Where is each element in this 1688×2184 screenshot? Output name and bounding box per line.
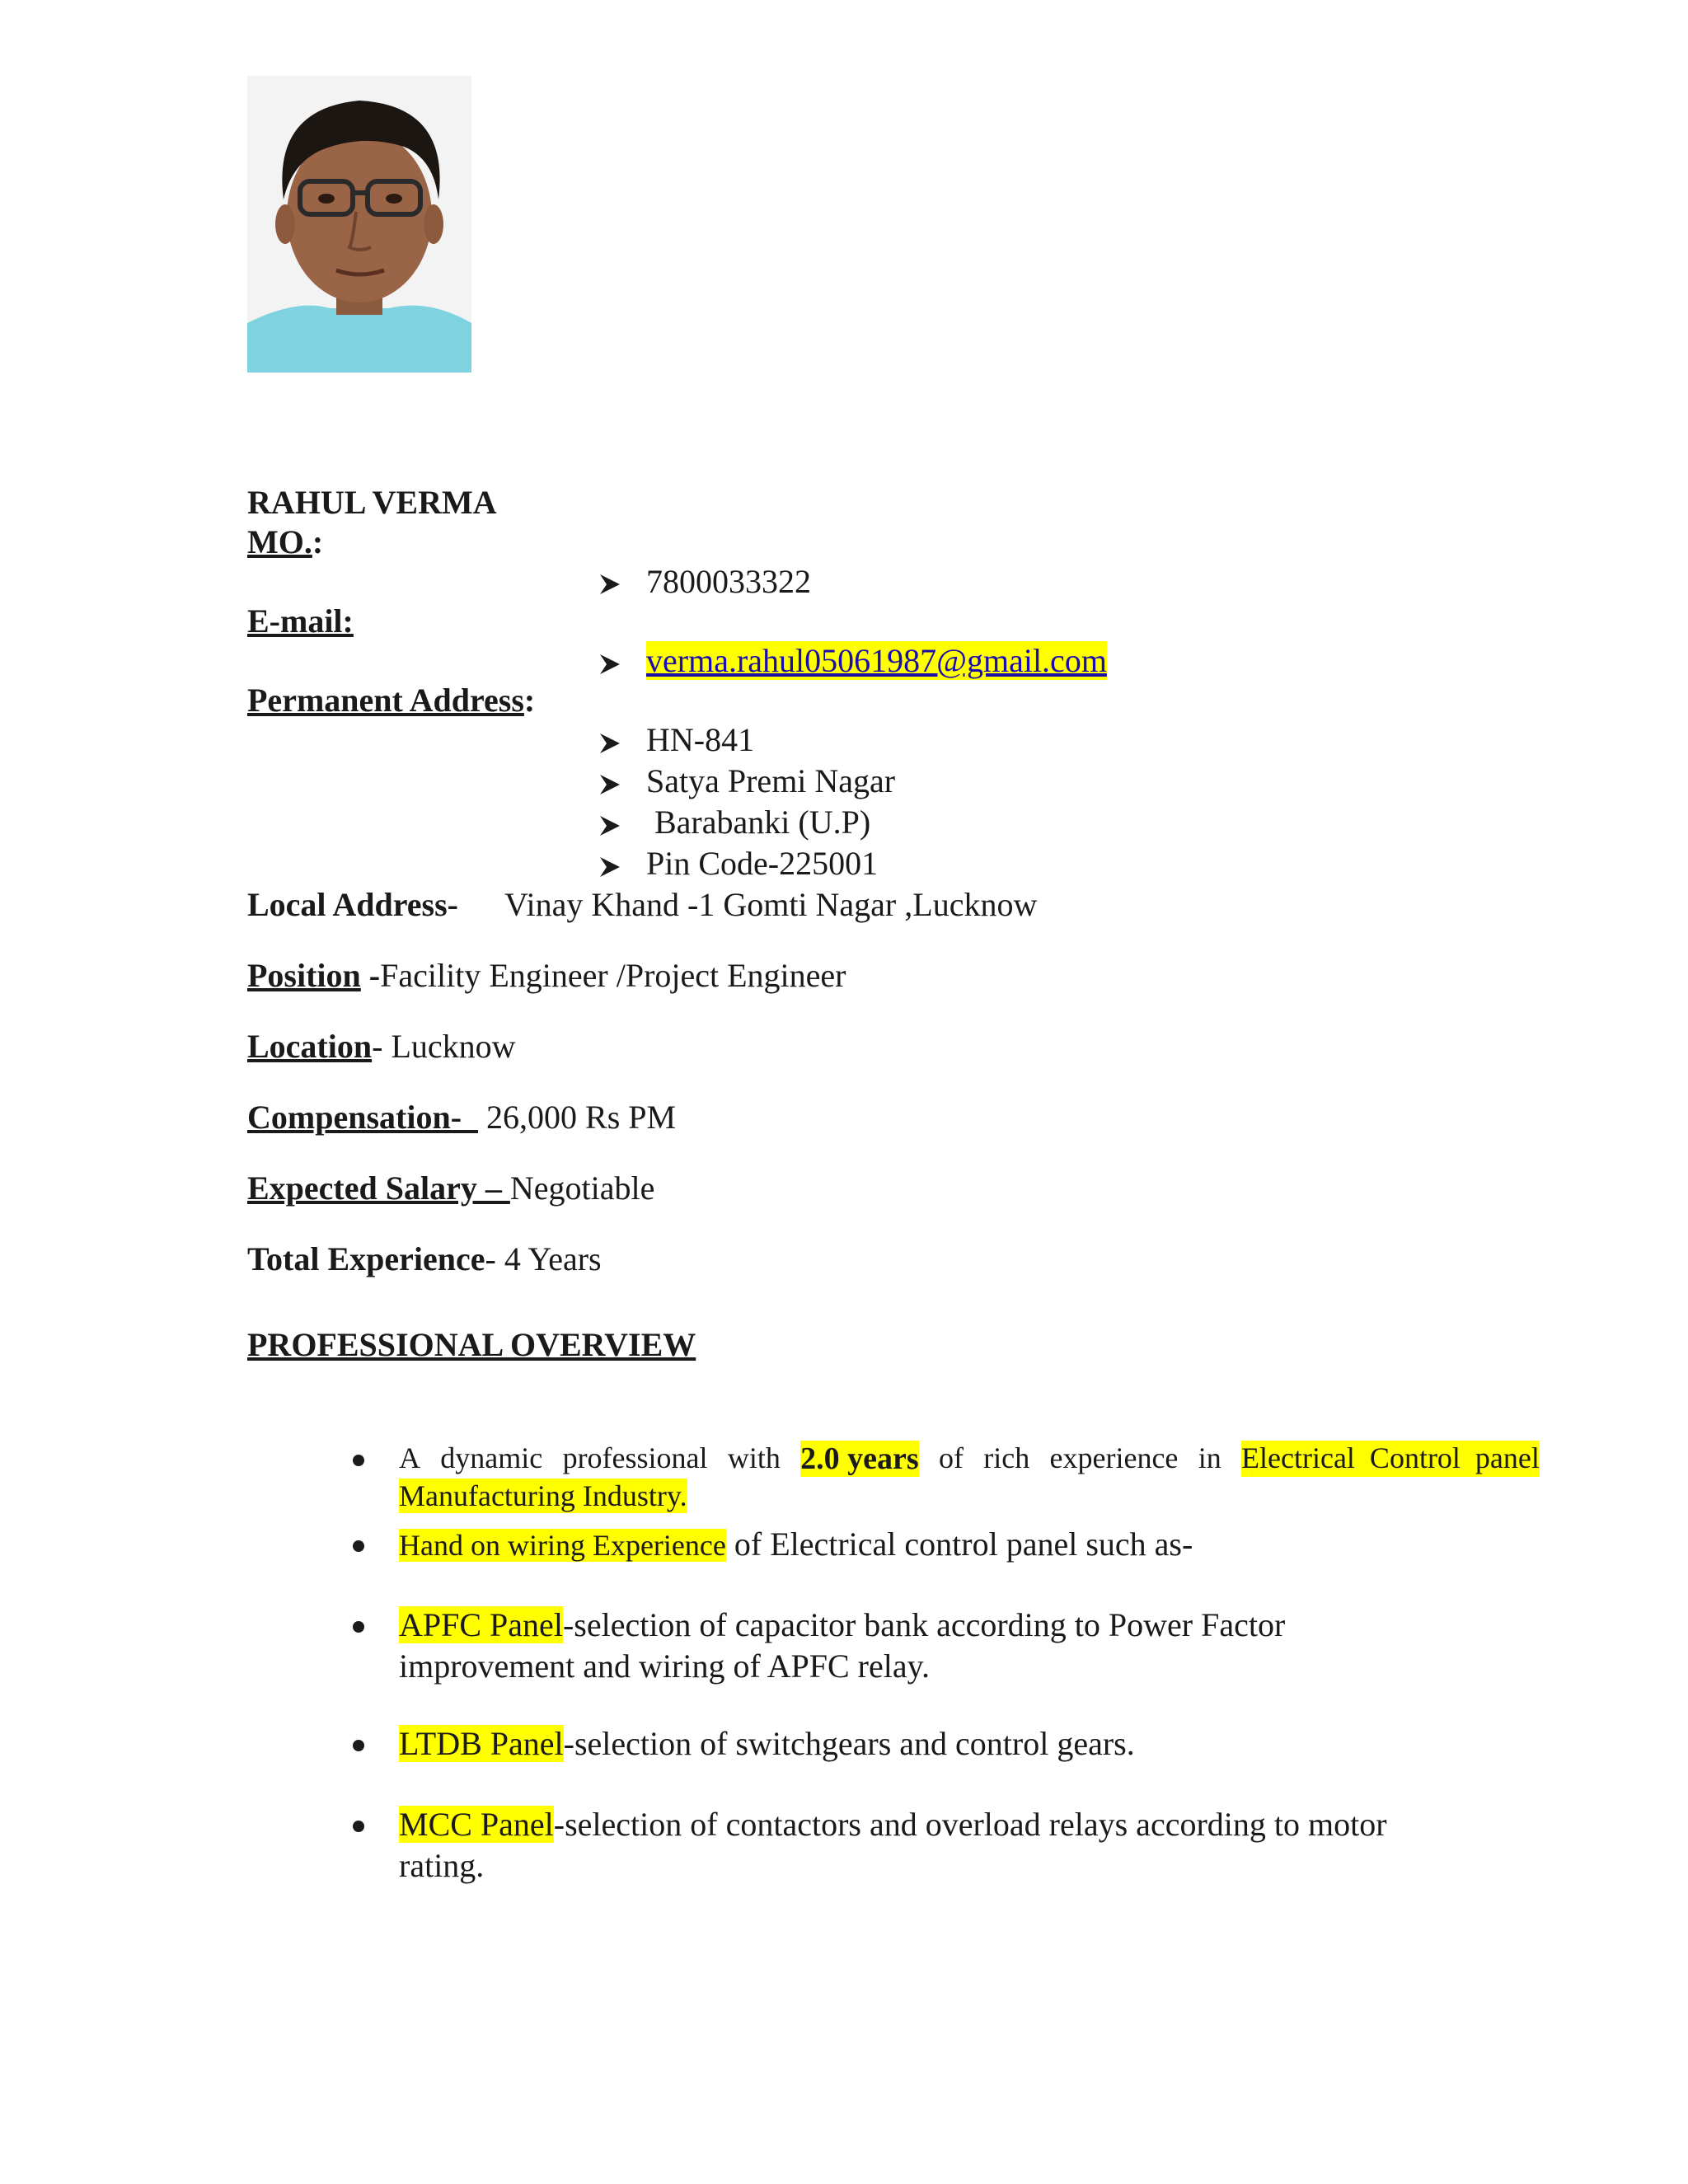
permanent-address-label-text: Permanent Address (247, 682, 524, 719)
address-line: Pin Code-225001 (646, 845, 879, 882)
overview-bullet-3-line-2: improvement and wiring of APFC relay. (399, 1647, 930, 1685)
overview-years-highlight: 2.0 years (800, 1441, 919, 1476)
email-link[interactable]: verma.rahul05061987@gmail.com (646, 642, 1107, 679)
round-bullet-icon (353, 1621, 364, 1633)
overview-word: rich (983, 1441, 1030, 1474)
compensation-row (247, 1098, 676, 1137)
local-address-label: Local Address- (247, 886, 458, 923)
overview-word: A (399, 1441, 420, 1474)
overview-word: in (1198, 1441, 1221, 1474)
overview-industry-highlight: Electrical Control panel (1241, 1441, 1540, 1477)
expected-salary-label: Expected Salary – (247, 1169, 510, 1207)
round-bullet-icon (353, 1821, 364, 1832)
location-row (247, 1027, 516, 1066)
overview-bullet-4-highlight: LTDB Panel (399, 1725, 564, 1762)
address-line: HN-841 (646, 721, 755, 758)
overview-bullet-1-line-2: Manufacturing Industry. (399, 1479, 687, 1512)
total-experience-value: - 4 Years (485, 1240, 602, 1277)
mobile-label-colon: : (312, 523, 324, 560)
profile-photo (247, 76, 471, 373)
location-value: - Lucknow (372, 1028, 516, 1065)
overview-word: dynamic (440, 1441, 543, 1474)
round-bullet-icon (353, 1455, 364, 1466)
arrowhead-bullet-icon (598, 855, 621, 879)
round-bullet-icon (353, 1740, 364, 1751)
arrowhead-bullet-icon (598, 814, 621, 837)
overview-bullet-1-line-1 (399, 1441, 1540, 1477)
position-dash: - (360, 957, 381, 994)
total-experience-label: Total Experience (247, 1240, 485, 1277)
overview-word: experience (1049, 1441, 1179, 1474)
arrowhead-bullet-icon (598, 773, 621, 796)
compensation-value: 26,000 Rs PM (478, 1099, 677, 1136)
overview-bullet-2-text: of Electrical control panel such as- (725, 1526, 1193, 1563)
overview-bullet-5-line-1 (399, 1805, 1387, 1844)
position-value: Facility Engineer /Project Engineer (380, 957, 846, 994)
overview-bullet-5-line-2: rating. (399, 1847, 485, 1884)
overview-word: of (938, 1441, 964, 1474)
overview-word: professional (562, 1441, 708, 1474)
overview-bullet-4-text: -selection of switchgears and control gears. (563, 1725, 1135, 1762)
overview-bullet-3-highlight: APFC Panel (399, 1606, 563, 1643)
arrowhead-bullet-icon (598, 653, 621, 676)
arrowhead-bullet-icon (598, 732, 621, 755)
location-label: Location (247, 1028, 373, 1065)
expected-salary-value: Negotiable (509, 1169, 655, 1207)
total-experience-row (247, 1240, 602, 1278)
overview-bullet-5-highlight: MCC Panel (399, 1806, 554, 1843)
mobile-label-text: MO. (247, 523, 312, 560)
position-row (247, 956, 846, 995)
overview-bullet-2 (399, 1525, 1193, 1563)
arrowhead-bullet-icon (598, 573, 621, 596)
permanent-address-colon: : (523, 682, 536, 719)
overview-bullet-2-highlight: Hand on wiring Experience (399, 1529, 726, 1562)
expected-salary-row (247, 1169, 654, 1207)
compensation-label: Compensation- (247, 1099, 479, 1136)
round-bullet-icon (353, 1540, 364, 1552)
position-label: Position (247, 957, 361, 994)
email-label: E-mail: (247, 602, 354, 640)
overview-bullet-3-line-1 (399, 1605, 1285, 1644)
candidate-name: RAHUL VERMA (247, 484, 497, 521)
overview-bullet-4 (399, 1724, 1135, 1763)
mobile-number: 7800033322 (646, 563, 811, 600)
overview-bullet-5-text: -selection of contactors and overload relays according to motor (553, 1806, 1387, 1843)
professional-overview-heading: PROFESSIONAL OVERVIEW (247, 1326, 696, 1363)
overview-word: with (727, 1441, 781, 1474)
permanent-address-label (247, 681, 535, 719)
address-line: Satya Premi Nagar (646, 762, 896, 799)
local-address-value: Vinay Khand -1 Gomti Nagar ,Lucknow (504, 886, 1038, 923)
mobile-label (247, 523, 323, 561)
address-line: Barabanki (U.P) (646, 804, 871, 841)
overview-bullet-3-text: -selection of capacitor bank according to Power Factor (562, 1606, 1286, 1643)
